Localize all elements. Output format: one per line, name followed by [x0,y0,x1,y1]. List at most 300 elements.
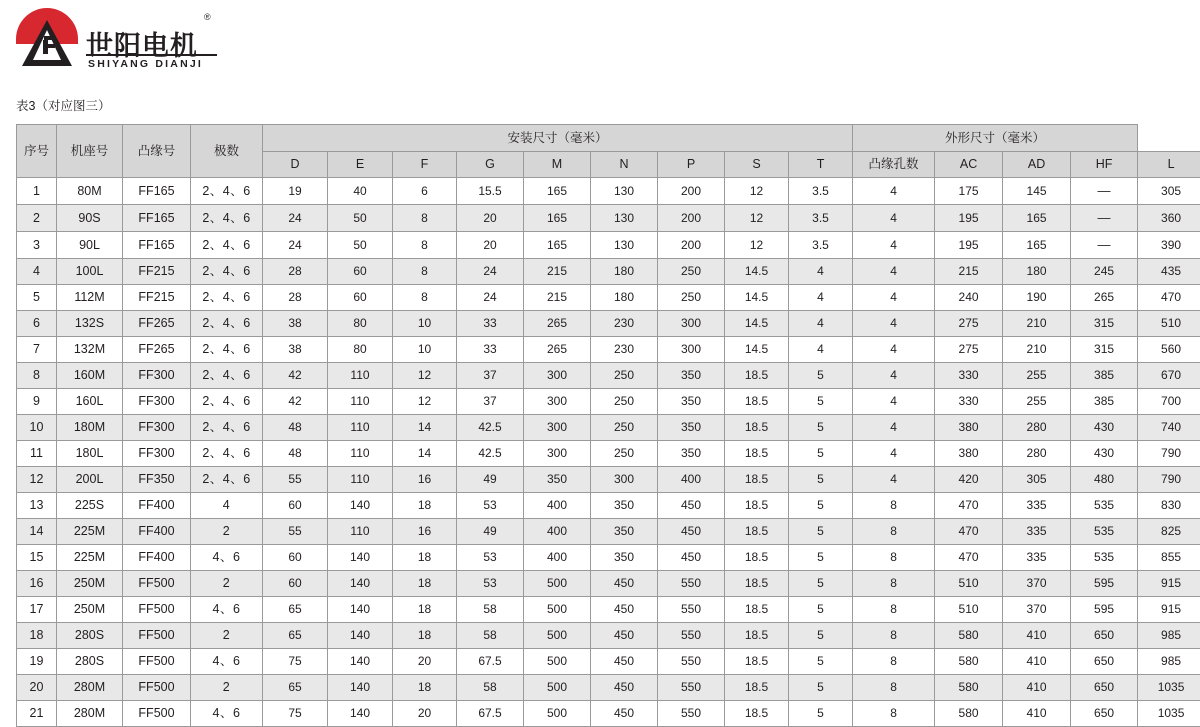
cell-poles: 2、4、6 [191,232,263,259]
cell-frame-size: 280S [57,649,123,675]
cell-D: 24 [263,205,328,232]
header-poles: 极数 [191,125,263,178]
cell-P: 300 [658,311,725,337]
cell-N: 300 [591,467,658,493]
cell-index: 14 [17,519,57,545]
cell-flange-holes: 4 [853,285,935,311]
cell-flange-number: FF215 [123,259,191,285]
cell-G: 67.5 [457,701,524,727]
cell-E: 60 [328,285,393,311]
cell-P: 200 [658,232,725,259]
cell-flange-holes: 4 [853,415,935,441]
cell-HF: 385 [1071,389,1138,415]
cell-flange-holes: 4 [853,178,935,205]
cell-S: 18.5 [725,493,789,519]
header-col-D: D [263,152,328,178]
cell-AC: 580 [935,649,1003,675]
cell-frame-size: 90L [57,232,123,259]
cell-G: 53 [457,545,524,571]
cell-HF: — [1071,205,1138,232]
table-caption: 表3（对应图三） [16,96,110,114]
cell-S: 18.5 [725,519,789,545]
cell-D: 65 [263,675,328,701]
cell-flange-number: FF215 [123,285,191,311]
cell-AD: 180 [1003,259,1071,285]
cell-flange-number: FF300 [123,441,191,467]
cell-T: 5 [789,519,853,545]
cell-flange-holes: 4 [853,363,935,389]
cell-D: 42 [263,389,328,415]
cell-P: 550 [658,623,725,649]
header-col-HF: HF [1071,152,1138,178]
cell-index: 20 [17,675,57,701]
cell-L: 1035 [1138,675,1200,701]
cell-F: 8 [393,285,457,311]
cell-E: 110 [328,441,393,467]
cell-M: 300 [524,441,591,467]
cell-T: 5 [789,623,853,649]
cell-L: 985 [1138,623,1200,649]
cell-AD: 410 [1003,623,1071,649]
cell-F: 8 [393,232,457,259]
cell-HF: 650 [1071,623,1138,649]
cell-N: 250 [591,389,658,415]
cell-S: 18.5 [725,623,789,649]
cell-G: 24 [457,259,524,285]
cell-HF: 430 [1071,441,1138,467]
cell-poles: 2 [191,675,263,701]
cell-N: 450 [591,649,658,675]
cell-flange-number: FF500 [123,675,191,701]
logo-name-cn: 世阳电机 [86,24,198,63]
cell-S: 14.5 [725,285,789,311]
cell-E: 110 [328,467,393,493]
cell-L: 390 [1138,232,1200,259]
cell-M: 400 [524,545,591,571]
cell-F: 18 [393,675,457,701]
cell-AD: 280 [1003,441,1071,467]
cell-flange-number: FF500 [123,623,191,649]
table-row [17,441,1200,467]
table-row [17,232,1200,259]
cell-P: 550 [658,701,725,727]
cell-index: 1 [17,178,57,205]
cell-M: 165 [524,232,591,259]
cell-E: 140 [328,545,393,571]
cell-P: 400 [658,467,725,493]
cell-flange-holes: 8 [853,493,935,519]
table-body [17,178,1200,727]
cell-T: 5 [789,675,853,701]
cell-flange-holes: 4 [853,389,935,415]
cell-index: 3 [17,232,57,259]
cell-T: 5 [789,493,853,519]
cell-E: 80 [328,311,393,337]
cell-D: 28 [263,259,328,285]
cell-T: 5 [789,441,853,467]
cell-G: 37 [457,363,524,389]
cell-P: 350 [658,441,725,467]
cell-HF: 650 [1071,649,1138,675]
cell-S: 18.5 [725,675,789,701]
cell-HF: 595 [1071,597,1138,623]
cell-F: 20 [393,649,457,675]
cell-G: 20 [457,205,524,232]
table-row [17,675,1200,701]
cell-D: 60 [263,545,328,571]
cell-E: 50 [328,205,393,232]
cell-N: 350 [591,519,658,545]
cell-frame-size: 132S [57,311,123,337]
logo-name-en: SHIYANG DIANJI [88,58,203,70]
cell-E: 110 [328,389,393,415]
cell-N: 450 [591,571,658,597]
cell-G: 49 [457,467,524,493]
cell-D: 75 [263,649,328,675]
cell-flange-number: FF400 [123,493,191,519]
cell-D: 19 [263,178,328,205]
cell-AD: 145 [1003,178,1071,205]
cell-D: 24 [263,232,328,259]
cell-N: 250 [591,441,658,467]
cell-D: 38 [263,337,328,363]
cell-frame-size: 100L [57,259,123,285]
cell-L: 915 [1138,571,1200,597]
registered-trademark-icon: ® [204,12,211,22]
cell-L: 470 [1138,285,1200,311]
cell-T: 5 [789,415,853,441]
cell-L: 740 [1138,415,1200,441]
cell-N: 350 [591,493,658,519]
cell-index: 10 [17,415,57,441]
cell-AC: 195 [935,205,1003,232]
table-row [17,337,1200,363]
cell-F: 8 [393,205,457,232]
cell-N: 450 [591,597,658,623]
header-col-T: T [789,152,853,178]
table-row [17,701,1200,727]
cell-flange-holes: 8 [853,519,935,545]
table-row [17,545,1200,571]
cell-AD: 280 [1003,415,1071,441]
cell-E: 140 [328,649,393,675]
cell-AC: 240 [935,285,1003,311]
cell-D: 65 [263,597,328,623]
header-col-M: M [524,152,591,178]
cell-flange-number: FF400 [123,545,191,571]
cell-flange-number: FF500 [123,597,191,623]
cell-L: 305 [1138,178,1200,205]
cell-AC: 330 [935,363,1003,389]
cell-AD: 305 [1003,467,1071,493]
cell-frame-size: 160L [57,389,123,415]
cell-frame-size: 180L [57,441,123,467]
cell-M: 165 [524,205,591,232]
cell-P: 550 [658,649,725,675]
cell-N: 250 [591,363,658,389]
cell-N: 180 [591,285,658,311]
cell-HF: 650 [1071,701,1138,727]
cell-HF: 650 [1071,675,1138,701]
cell-E: 50 [328,232,393,259]
cell-M: 500 [524,649,591,675]
cell-G: 53 [457,493,524,519]
cell-flange-holes: 4 [853,467,935,493]
cell-AC: 580 [935,675,1003,701]
cell-T: 3.5 [789,178,853,205]
cell-N: 230 [591,311,658,337]
cell-D: 55 [263,467,328,493]
cell-L: 915 [1138,597,1200,623]
cell-F: 10 [393,337,457,363]
cell-frame-size: 225M [57,519,123,545]
cell-flange-number: FF500 [123,649,191,675]
cell-index: 4 [17,259,57,285]
cell-S: 18.5 [725,597,789,623]
cell-D: 48 [263,415,328,441]
cell-poles: 4、6 [191,545,263,571]
cell-P: 200 [658,205,725,232]
cell-T: 4 [789,259,853,285]
cell-M: 350 [524,467,591,493]
cell-G: 58 [457,623,524,649]
table-row [17,285,1200,311]
header-col-AD: AD [1003,152,1071,178]
header-col-F: F [393,152,457,178]
cell-S: 14.5 [725,259,789,285]
cell-flange-holes: 8 [853,701,935,727]
cell-frame-size: 180M [57,415,123,441]
cell-P: 350 [658,363,725,389]
cell-poles: 2、4、6 [191,415,263,441]
cell-F: 6 [393,178,457,205]
table-row [17,205,1200,232]
cell-S: 14.5 [725,311,789,337]
cell-L: 435 [1138,259,1200,285]
cell-index: 15 [17,545,57,571]
cell-G: 15.5 [457,178,524,205]
header-col-E: E [328,152,393,178]
table-row [17,571,1200,597]
cell-L: 790 [1138,467,1200,493]
cell-AC: 420 [935,467,1003,493]
cell-G: 42.5 [457,415,524,441]
cell-L: 700 [1138,389,1200,415]
cell-E: 110 [328,363,393,389]
cell-poles: 4、6 [191,597,263,623]
cell-P: 350 [658,389,725,415]
cell-flange-number: FF165 [123,205,191,232]
cell-index: 8 [17,363,57,389]
cell-P: 550 [658,571,725,597]
cell-D: 38 [263,311,328,337]
cell-N: 450 [591,701,658,727]
cell-M: 300 [524,415,591,441]
cell-flange-holes: 4 [853,311,935,337]
cell-D: 60 [263,493,328,519]
cell-N: 130 [591,178,658,205]
cell-index: 2 [17,205,57,232]
cell-N: 130 [591,232,658,259]
cell-AC: 275 [935,337,1003,363]
cell-P: 300 [658,337,725,363]
cell-poles: 2 [191,623,263,649]
cell-E: 140 [328,701,393,727]
cell-index: 16 [17,571,57,597]
cell-N: 450 [591,623,658,649]
cell-AC: 275 [935,311,1003,337]
cell-flange-number: FF300 [123,389,191,415]
cell-E: 40 [328,178,393,205]
header-index: 序号 [17,125,57,178]
cell-L: 830 [1138,493,1200,519]
header-col-L: L [1138,152,1200,178]
cell-index: 12 [17,467,57,493]
cell-F: 16 [393,467,457,493]
cell-M: 215 [524,259,591,285]
cell-AD: 410 [1003,649,1071,675]
cell-AC: 470 [935,545,1003,571]
cell-M: 265 [524,337,591,363]
cell-G: 49 [457,519,524,545]
cell-F: 16 [393,519,457,545]
cell-flange-number: FF500 [123,571,191,597]
cell-AC: 380 [935,441,1003,467]
cell-AD: 410 [1003,675,1071,701]
table-row [17,623,1200,649]
cell-poles: 2、4、6 [191,389,263,415]
cell-T: 4 [789,337,853,363]
cell-AC: 470 [935,493,1003,519]
cell-HF: — [1071,178,1138,205]
cell-D: 60 [263,571,328,597]
cell-AC: 330 [935,389,1003,415]
cell-AD: 165 [1003,232,1071,259]
table-row [17,389,1200,415]
cell-L: 360 [1138,205,1200,232]
cell-G: 67.5 [457,649,524,675]
table-header-group-row [17,125,1200,152]
cell-N: 180 [591,259,658,285]
cell-T: 4 [789,285,853,311]
cell-T: 4 [789,311,853,337]
cell-T: 5 [789,649,853,675]
cell-S: 18.5 [725,649,789,675]
header-col-S: S [725,152,789,178]
cell-poles: 2、4、6 [191,259,263,285]
cell-L: 790 [1138,441,1200,467]
cell-index: 5 [17,285,57,311]
cell-flange-holes: 4 [853,259,935,285]
cell-G: 24 [457,285,524,311]
cell-L: 560 [1138,337,1200,363]
cell-HF: 595 [1071,571,1138,597]
cell-P: 200 [658,178,725,205]
cell-L: 510 [1138,311,1200,337]
cell-D: 65 [263,623,328,649]
cell-index: 7 [17,337,57,363]
table-row [17,597,1200,623]
cell-AC: 510 [935,571,1003,597]
cell-P: 450 [658,519,725,545]
cell-poles: 2、4、6 [191,311,263,337]
cell-AC: 380 [935,415,1003,441]
cell-S: 18.5 [725,545,789,571]
cell-frame-size: 160M [57,363,123,389]
cell-G: 58 [457,675,524,701]
cell-AC: 580 [935,701,1003,727]
cell-poles: 2 [191,571,263,597]
cell-P: 550 [658,597,725,623]
cell-index: 13 [17,493,57,519]
cell-P: 350 [658,415,725,441]
cell-flange-number: FF400 [123,519,191,545]
cell-M: 500 [524,571,591,597]
header-mounting-dimensions: 安装尺寸（毫米） [263,125,853,152]
cell-poles: 4 [191,493,263,519]
cell-AD: 255 [1003,363,1071,389]
company-logo [14,6,314,86]
cell-AC: 195 [935,232,1003,259]
cell-poles: 2、4、6 [191,441,263,467]
cell-E: 140 [328,623,393,649]
header-col-G: G [457,152,524,178]
cell-flange-number: FF265 [123,337,191,363]
cell-F: 10 [393,311,457,337]
cell-index: 11 [17,441,57,467]
header-col-P: P [658,152,725,178]
cell-S: 18.5 [725,415,789,441]
cell-F: 14 [393,441,457,467]
cell-AC: 215 [935,259,1003,285]
cell-index: 19 [17,649,57,675]
cell-frame-size: 280S [57,623,123,649]
cell-E: 110 [328,519,393,545]
header-flange-number: 凸缘号 [123,125,191,178]
cell-F: 12 [393,363,457,389]
cell-M: 500 [524,597,591,623]
cell-S: 12 [725,205,789,232]
cell-F: 20 [393,701,457,727]
cell-G: 20 [457,232,524,259]
cell-frame-size: 80M [57,178,123,205]
cell-F: 14 [393,415,457,441]
mountain-logo-icon [14,6,80,72]
cell-poles: 2 [191,519,263,545]
cell-flange-holes: 4 [853,441,935,467]
cell-HF: 535 [1071,493,1138,519]
cell-HF: 315 [1071,311,1138,337]
cell-frame-size: 90S [57,205,123,232]
cell-AD: 335 [1003,493,1071,519]
cell-flange-number: FF350 [123,467,191,493]
cell-AD: 370 [1003,571,1071,597]
cell-flange-holes: 8 [853,597,935,623]
cell-S: 18.5 [725,467,789,493]
cell-M: 500 [524,701,591,727]
cell-poles: 2、4、6 [191,285,263,311]
cell-M: 400 [524,519,591,545]
cell-S: 18.5 [725,363,789,389]
cell-flange-number: FF500 [123,701,191,727]
cell-P: 450 [658,493,725,519]
table-row [17,415,1200,441]
cell-F: 18 [393,493,457,519]
cell-N: 230 [591,337,658,363]
cell-index: 18 [17,623,57,649]
cell-frame-size: 250M [57,571,123,597]
cell-frame-size: 225S [57,493,123,519]
